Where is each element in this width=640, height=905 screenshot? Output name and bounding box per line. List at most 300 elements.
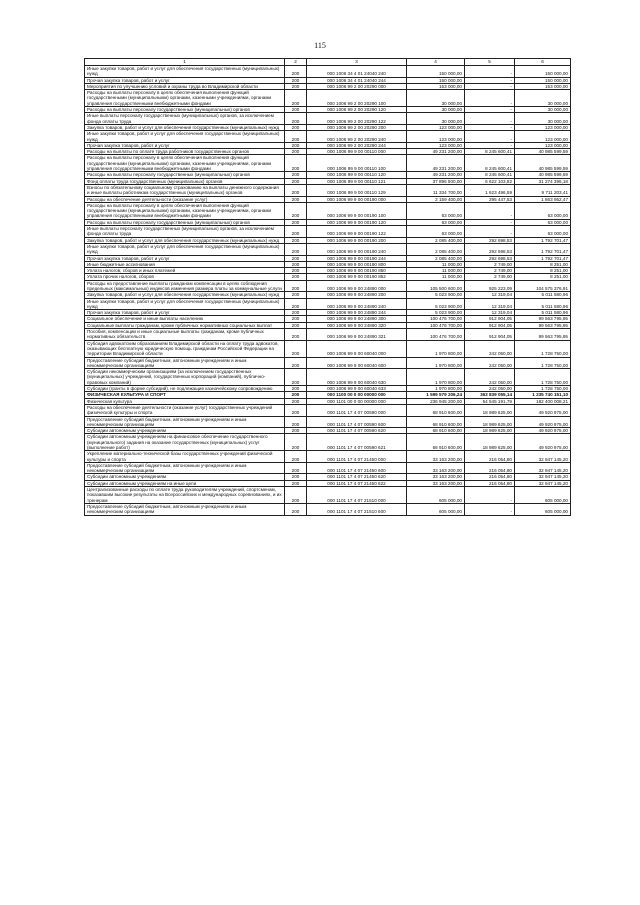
row-admin-code: 200 [285,292,307,298]
table-row [85,155,571,172]
row-approved-amount: 68 910 600,00 [407,434,465,451]
row-executed-amount: 18 989 625,00 [465,428,515,434]
row-approved-amount: 5 023 900,00 [407,292,465,298]
row-executed-amount: - [465,131,515,143]
row-executed-amount: - [465,66,515,78]
row-budget-code: 000 1006 99 9 00 00190 120 [307,219,407,225]
row-executed-amount: 18 989 625,00 [465,416,515,428]
row-admin-code: 200 [285,172,307,178]
table-header-row [85,59,571,66]
row-unexecuted-amount: 8 251,00 [515,274,571,280]
row-admin-code: 200 [285,124,307,130]
row-approved-amount: 63 000,00 [407,226,465,238]
row-description: Расходы на выплаты персоналу государственных (муниципальных) органов [85,219,285,225]
table-row [85,369,571,386]
row-admin-code: 200 [285,268,307,274]
row-unexecuted-amount: 32 947 145,20 [515,474,571,480]
table-row [85,416,571,428]
row-admin-code: 200 [285,487,307,504]
row-description: Взносы по обязательному социальному страхованию на выплаты денежного содержания и иные выплаты работникам государственных (муниципальных) органов [85,184,285,196]
row-approved-amount: 63 000,00 [407,219,465,225]
row-approved-amount: 123 000,00 [407,124,465,130]
row-approved-amount: 33 163 200,00 [407,462,465,474]
row-admin-code: 200 [285,474,307,480]
row-description: Субсидии автономным учреждениям на иные цели [85,480,285,486]
table-row [85,226,571,238]
row-budget-code: 000 1006 99 9 00 60040 600 [307,357,407,369]
row-budget-code: 000 1006 99 9 00 00190 100 [307,202,407,219]
row-executed-amount: 216 054,80 [465,462,515,474]
row-budget-code: 000 1006 99 2 00 20290 000 [307,83,407,89]
row-executed-amount: 242 050,00 [465,357,515,369]
row-admin-code: 200 [285,237,307,243]
row-executed-amount: 2 749,00 [465,274,515,280]
row-description: Субсидия адвокатским образованиям Владимирской области на оплату труда адвокатов, оказывающих бесплатную юридическую помощь гражданам Российской Федерации на территории Владимирской области [85,340,285,357]
row-budget-code: 000 1006 99 9 00 24890 200 [307,292,407,298]
row-approved-amount: 49 231 200,00 [407,149,465,155]
row-executed-amount: 2 749,00 [465,268,515,274]
table-row [85,316,571,322]
row-executed-amount: 295 447,53 [465,196,515,202]
table-row [85,280,571,292]
row-budget-code: 000 1101 17 4 07 00590 000 [307,404,407,416]
row-admin-code: 200 [285,451,307,463]
row-admin-code: 200 [285,261,307,267]
row-approved-amount: 100 476 700,00 [407,322,465,328]
row-admin-code: 200 [285,503,307,515]
table-row [85,462,571,474]
row-executed-amount: - [465,77,515,83]
row-approved-amount: 605 000,00 [407,487,465,504]
row-unexecuted-amount: 32 947 145,20 [515,480,571,486]
row-budget-code: 000 1006 99 9 00 24890 320 [307,322,407,328]
row-budget-code: 000 1006 99 2 00 20290 244 [307,142,407,148]
row-approved-amount: 150 000,00 [407,66,465,78]
row-budget-code: 000 1101 17 4 07 21450 620 [307,474,407,480]
row-unexecuted-amount: 1 728 750,00 [515,369,571,386]
row-budget-code: 000 1101 17 4 07 21510 600 [307,503,407,515]
row-budget-code: 000 1006 99 9 00 00190 000 [307,196,407,202]
row-description: Фонд оплаты труда государственных (муниципальных) органов [85,178,285,184]
table-row [85,357,571,369]
table-row [85,255,571,261]
row-admin-code: 200 [285,434,307,451]
row-budget-code: 000 1006 99 9 00 00190 852 [307,274,407,280]
table-row [85,322,571,328]
table-row [85,404,571,416]
row-executed-amount: 8 245 600,41 [465,149,515,155]
row-unexecuted-amount: 49 920 975,00 [515,428,571,434]
row-budget-code: 000 1101 17 4 07 21450 000 [307,451,407,463]
row-unexecuted-amount: 63 000,00 [515,202,571,219]
page-number: 115 [314,41,326,50]
row-approved-amount: 100 476 700,00 [407,316,465,322]
row-description: Уплата налогов, сборов и иных платежей [85,268,285,274]
row-description: Прочая закупка товаров, работ и услуг [85,310,285,316]
row-unexecuted-amount: 150 000,00 [515,66,571,78]
row-admin-code: 200 [285,83,307,89]
table-row [85,131,571,143]
row-executed-amount: - [465,107,515,113]
row-admin-code: 200 [285,416,307,428]
row-approved-amount: 1 970 800,00 [407,357,465,369]
row-unexecuted-amount: 40 985 599,59 [515,155,571,172]
row-approved-amount: 11 000,00 [407,274,465,280]
row-admin-code: 200 [285,316,307,322]
row-admin-code: 200 [285,369,307,386]
row-admin-code: 200 [285,428,307,434]
row-approved-amount: 11 000,00 [407,261,465,267]
row-approved-amount: 123 000,00 [407,142,465,148]
row-budget-code: 000 1006 99 9 00 00190 240 [307,243,407,255]
row-unexecuted-amount: 104 575 376,91 [515,280,571,292]
row-budget-code: 000 1006 99 9 00 00190 800 [307,261,407,267]
row-description: Иные закупки товаров, работ и услуг для обеспечения государственных (муниципальных) нужд [85,298,285,310]
row-unexecuted-amount: 1 863 952,47 [515,196,571,202]
row-unexecuted-amount: 30 000,00 [515,107,571,113]
row-description: Расходы на выплаты персоналу государственных (муниципальных) органов [85,172,285,178]
row-budget-code: 000 1100 00 0 00 00000 000 [307,392,407,398]
row-executed-amount: 292 698,53 [465,255,515,261]
row-budget-code: 000 1006 99 2 00 20290 120 [307,107,407,113]
table-row [85,243,571,255]
row-admin-code: 200 [285,392,307,398]
row-budget-code: 000 1006 99 9 00 24890 240 [307,298,407,310]
row-unexecuted-amount: 182 400 008,21 [515,398,571,404]
row-budget-code: 000 1006 99 2 00 20290 240 [307,131,407,143]
row-description: Иные закупки товаров, работ и услуг для обеспечения государственных (муниципальных) нужд [85,243,285,255]
row-unexecuted-amount: 8 251,00 [515,268,571,274]
row-budget-code: 000 1006 34 4 01 24040 240 [307,66,407,78]
budget-table [84,58,571,516]
row-executed-amount: 1 623 496,59 [465,184,515,196]
row-description: Иные закупки товаров, работ и услуг для обеспечения государственных (муниципальных) нужд [85,66,285,78]
table-row [85,196,571,202]
row-approved-amount: 2 159 400,00 [407,196,465,202]
row-approved-amount: 1 970 800,00 [407,340,465,357]
row-admin-code: 200 [285,219,307,225]
row-description: Иные выплаты персоналу государственных (муниципальных) органов, за исключением фонда оплаты труда [85,113,285,125]
row-budget-code: 000 1006 99 9 00 24890 300 [307,316,407,322]
row-admin-code: 200 [285,184,307,196]
row-admin-code: 200 [285,243,307,255]
row-approved-amount: 68 910 600,00 [407,416,465,428]
row-executed-amount: 8 245 600,41 [465,155,515,172]
row-description: Субсидии некоммерческим организациям (за исключением государственных (муниципальных) учреждений, государственных корпораций (компаний), публично-правовых компаний) [85,369,285,386]
row-unexecuted-amount: 8 251,00 [515,261,571,267]
row-budget-code: 000 1101 17 4 07 21450 622 [307,480,407,486]
row-approved-amount: 123 000,00 [407,131,465,143]
table-row [85,202,571,219]
row-unexecuted-amount: 605 000,00 [515,503,571,515]
row-unexecuted-amount: 49 920 975,00 [515,404,571,416]
table-row [85,66,571,78]
row-description: Мероприятия по улучшению условий и охраны труда во Владимирской области [85,83,285,89]
row-approved-amount: 30 000,00 [407,90,465,107]
row-unexecuted-amount: 63 000,00 [515,226,571,238]
row-approved-amount: 68 910 600,00 [407,428,465,434]
row-unexecuted-amount: 150 000,00 [515,77,571,83]
table-row [85,310,571,316]
row-description: Расходы на выплаты персоналу государственных (муниципальных) органов [85,107,285,113]
column-header: 2 [285,59,307,66]
row-unexecuted-amount: 605 000,00 [515,487,571,504]
table-row [85,268,571,274]
row-approved-amount: 2 085 400,00 [407,243,465,255]
table-row [85,451,571,463]
row-admin-code: 200 [285,404,307,416]
table-row [85,184,571,196]
row-description: Социальные выплаты гражданам, кроме публичных нормативных социальных выплат [85,322,285,328]
row-unexecuted-amount: 30 000,00 [515,113,571,125]
row-admin-code: 200 [285,90,307,107]
row-description: Прочая закупка товаров, работ и услуг [85,142,285,148]
row-budget-code: 000 1101 17 4 07 21450 600 [307,462,407,474]
row-budget-code: 000 1006 99 9 00 60040 630 [307,369,407,386]
row-approved-amount: 33 163 200,00 [407,451,465,463]
row-admin-code: 200 [285,202,307,219]
table-row [85,503,571,515]
row-executed-amount: 216 054,80 [465,451,515,463]
row-budget-code: 000 1006 99 9 00 24890 321 [307,329,407,341]
row-approved-amount: 33 163 200,00 [407,474,465,480]
row-approved-amount: 33 163 200,00 [407,480,465,486]
table-row [85,480,571,486]
row-executed-amount: - [465,226,515,238]
column-header: 5 [465,59,515,66]
row-budget-code: 000 1006 99 9 00 00190 122 [307,226,407,238]
row-budget-code: 000 1006 99 9 00 00190 244 [307,255,407,261]
row-description: Расходы на выплаты по оплате труда работников государственных органов [85,149,285,155]
row-admin-code: 200 [285,113,307,125]
row-unexecuted-amount: 99 563 795,95 [515,329,571,341]
row-admin-code: 200 [285,255,307,261]
row-approved-amount: 1 970 800,00 [407,386,465,392]
row-description: Расходы на выплаты персоналу в целях обеспечения выполнения функций государственными (муниципальными) органами, казенными учреждениями, органами управления государственными внебюджетными фондами [85,90,285,107]
row-executed-amount: 912 904,05 [465,316,515,322]
row-admin-code: 200 [285,274,307,280]
row-description: Прочая закупка товаров, работ и услуг [85,255,285,261]
row-admin-code: 200 [285,357,307,369]
row-unexecuted-amount: 123 000,00 [515,142,571,148]
row-description: Предоставление субсидий бюджетным, автономным учреждениям и иным некоммерческим организациям [85,416,285,428]
row-executed-amount: - [465,90,515,107]
row-admin-code: 200 [285,322,307,328]
row-approved-amount: 105 500 600,00 [407,280,465,292]
table-row [85,237,571,243]
row-executed-amount: 292 698,53 [465,243,515,255]
row-admin-code: 200 [285,77,307,83]
row-unexecuted-amount: 9 711 203,41 [515,184,571,196]
row-budget-code: 000 1101 17 4 07 21510 000 [307,487,407,504]
table-row [85,340,571,357]
row-description: Закупка товаров, работ и услуг для обеспечения государственных (муниципальных) нужд [85,292,285,298]
row-executed-amount: 8 245 600,41 [465,172,515,178]
row-budget-code: 000 1006 99 9 00 00110 000 [307,149,407,155]
row-approved-amount: 153 000,00 [407,83,465,89]
row-approved-amount: 2 085 400,00 [407,237,465,243]
row-executed-amount: 912 904,05 [465,329,515,341]
row-description: Субсидии автономным учреждениям [85,428,285,434]
row-budget-code: 000 1006 99 9 00 24890 244 [307,310,407,316]
row-budget-code: 000 1101 00 0 00 00000 000 [307,398,407,404]
row-unexecuted-amount: 153 000,00 [515,83,571,89]
row-executed-amount: 18 989 625,00 [465,404,515,416]
row-unexecuted-amount: 40 985 599,59 [515,172,571,178]
row-executed-amount: 242 050,00 [465,386,515,392]
row-executed-amount: 363 839 055,14 [465,392,515,398]
row-executed-amount: 242 050,00 [465,340,515,357]
row-description: Предоставление субсидий бюджетным, автономным учреждениям и иным некоммерческим организациям [85,462,285,474]
row-budget-code: 000 1006 99 9 00 24890 000 [307,280,407,292]
row-unexecuted-amount: 99 563 795,95 [515,316,571,322]
row-unexecuted-amount: 1 728 750,00 [515,386,571,392]
row-approved-amount: 2 085 400,00 [407,255,465,261]
table-row [85,434,571,451]
row-unexecuted-amount: 40 985 599,59 [515,149,571,155]
row-unexecuted-amount: 1 728 750,00 [515,340,571,357]
row-description: Субсидии (гранты в форме субсидий), не подлежащие казначейскому сопровождению [85,386,285,392]
table-row [85,474,571,480]
row-unexecuted-amount: 32 947 145,20 [515,451,571,463]
row-executed-amount: 12 319,04 [465,310,515,316]
row-executed-amount: 292 698,53 [465,237,515,243]
row-executed-amount: 925 223,09 [465,280,515,292]
row-approved-amount: 236 945 200,00 [407,398,465,404]
row-executed-amount: - [465,202,515,219]
row-admin-code: 200 [285,280,307,292]
row-unexecuted-amount: 32 947 145,20 [515,462,571,474]
row-unexecuted-amount: 49 920 975,00 [515,434,571,451]
row-approved-amount: 37 896 500,00 [407,178,465,184]
row-admin-code: 200 [285,196,307,202]
row-budget-code: 000 1006 99 9 00 00190 200 [307,237,407,243]
row-budget-code: 000 1101 17 4 07 00590 621 [307,434,407,451]
row-unexecuted-amount: 1 792 701,47 [515,237,571,243]
column-header: 6 [515,59,571,66]
row-executed-amount: 216 054,80 [465,480,515,486]
row-description: Иные выплаты персоналу государственных (муниципальных) органов, за исключением фонда оплаты труда [85,226,285,238]
row-unexecuted-amount: 5 011 580,96 [515,310,571,316]
row-description: ФИЗИЧЕСКАЯ КУЛЬТУРА И СПОРТ [85,392,285,398]
row-budget-code: 000 1006 99 2 00 20290 122 [307,113,407,125]
row-unexecuted-amount: 5 011 580,96 [515,292,571,298]
row-description: Закупка товаров, работ и услуг для обеспечения государственных (муниципальных) нужд [85,237,285,243]
column-header: 1 [85,59,285,66]
row-admin-code: 200 [285,480,307,486]
row-description: Предоставление субсидий бюджетным, автономным учреждениям и иным некоммерческим организациям [85,357,285,369]
row-executed-amount: 54 545 191,79 [465,398,515,404]
table-row [85,178,571,184]
row-executed-amount: 12 319,04 [465,298,515,310]
row-approved-amount: 100 476 700,00 [407,329,465,341]
table-row [85,298,571,310]
row-budget-code: 000 1101 17 4 07 00590 600 [307,416,407,428]
row-admin-code: 200 [285,462,307,474]
row-approved-amount: 605 000,00 [407,503,465,515]
row-executed-amount: 12 319,04 [465,292,515,298]
row-executed-amount: - [465,124,515,130]
row-unexecuted-amount: 99 563 795,95 [515,322,571,328]
table-row [85,292,571,298]
row-admin-code: 200 [285,340,307,357]
row-description: Иные бюджетные ассигнования [85,261,285,267]
table-row [85,172,571,178]
row-budget-code: 000 1006 99 9 00 00110 121 [307,178,407,184]
row-budget-code: 000 1006 99 2 00 20290 100 [307,90,407,107]
row-approved-amount: 30 000,00 [407,107,465,113]
table-row [85,149,571,155]
row-unexecuted-amount: 123 000,00 [515,131,571,143]
row-approved-amount: 49 231 200,00 [407,172,465,178]
row-description: Расходы на выплаты персоналу в целях обеспечения выполнения функций государственными (муниципальными) органами, казенными учреждениями, органами управления государственными внебюджетными фондами [85,202,285,219]
row-budget-code: 000 1006 99 9 00 00190 850 [307,268,407,274]
table-row [85,392,571,398]
row-unexecuted-amount: 1 235 740 151,10 [515,392,571,398]
row-approved-amount: 68 910 600,00 [407,404,465,416]
row-description: Расходы на предоставление выплаты гражданам компенсации в целях соблюдения предельных (максимальных) индексов изменения размера платы за коммунальные услуги [85,280,285,292]
row-admin-code: 200 [285,178,307,184]
row-unexecuted-amount: 63 000,00 [515,219,571,225]
row-description: Пособия, компенсации и иные социальные выплаты гражданам, кроме публичных нормативных обязательств [85,329,285,341]
row-executed-amount: 6 622 103,82 [465,178,515,184]
row-budget-code: 000 1006 99 2 00 20290 200 [307,124,407,130]
row-executed-amount: - [465,219,515,225]
row-approved-amount: 150 000,00 [407,77,465,83]
table-row [85,113,571,125]
row-description: Субсидии автономным учреждениям [85,474,285,480]
table-row [85,428,571,434]
row-admin-code: 200 [285,398,307,404]
row-approved-amount: 49 231 200,00 [407,155,465,172]
row-description: Иные закупки товаров, работ и услуг для обеспечения государственных (муниципальных) нужд [85,131,285,143]
row-budget-code: 000 1006 99 9 00 60040 000 [307,340,407,357]
row-admin-code: 200 [285,226,307,238]
row-unexecuted-amount: 49 920 975,00 [515,416,571,428]
row-unexecuted-amount: 123 000,00 [515,124,571,130]
column-header: 3 [307,59,407,66]
row-admin-code: 200 [285,298,307,310]
row-description: Расходы на обеспечение деятельности (оказание услуг) [85,196,285,202]
row-executed-amount: - [465,487,515,504]
row-admin-code: 200 [285,107,307,113]
row-admin-code: 200 [285,155,307,172]
row-description: Предоставление субсидий бюджетным, автономным учреждениям и иным некоммерческим организациям [85,503,285,515]
table-row [85,487,571,504]
row-executed-amount: 242 050,00 [465,369,515,386]
row-approved-amount: 11 000,00 [407,268,465,274]
row-executed-amount: - [465,83,515,89]
row-budget-code: 000 1006 34 4 01 24040 244 [307,77,407,83]
row-executed-amount: 2 749,00 [465,261,515,267]
table-row [85,90,571,107]
row-budget-code: 000 1006 99 9 00 00110 129 [307,184,407,196]
row-budget-code: 000 1006 99 9 00 60040 633 [307,386,407,392]
row-admin-code: 200 [285,149,307,155]
row-executed-amount: - [465,142,515,148]
row-admin-code: 200 [285,310,307,316]
table-row [85,329,571,341]
row-description: Расходы на обеспечение деятельности (оказание услуг) государственных учреждений физической культуры и спорта [85,404,285,416]
row-unexecuted-amount: 5 011 580,96 [515,298,571,310]
row-unexecuted-amount: 1 792 701,47 [515,243,571,255]
row-approved-amount: 1 970 800,00 [407,369,465,386]
column-header: 4 [407,59,465,66]
row-budget-code: 000 1006 99 9 00 00110 120 [307,172,407,178]
row-description: Закупка товаров, работ и услуг для обеспечения государственных (муниципальных) нужд [85,124,285,130]
row-executed-amount: 912 904,05 [465,322,515,328]
row-admin-code: 200 [285,142,307,148]
